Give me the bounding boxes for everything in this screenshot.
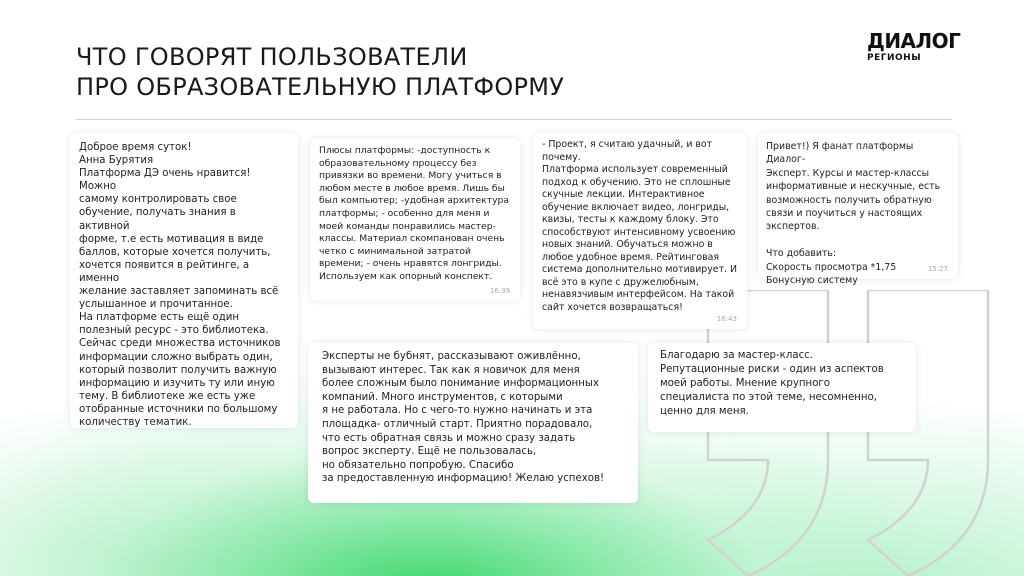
logo-sub-text: РЕГИОНЫ xyxy=(867,53,922,63)
review-card-2 xyxy=(310,138,520,301)
review-card-4 xyxy=(758,133,958,287)
review-card-3 xyxy=(533,133,747,329)
slide-title-line-2: ПРО ОБРАЗОВАТЕЛЬНУЮ ПЛАТФОРМУ xyxy=(76,73,565,101)
dialog-logo xyxy=(867,30,959,64)
review-text-1: Доброе время суток! Анна Бурятия Платформа ДЭ очень нравится! Можно самому контролировать свое обучение, получать знания в активной форме, т.е есть мотивация в виде баллов, которые хочется получить, хочется появится в рейтинге, а именно желание заставляет запоминать всё услышанное и прочитанное. На платформе есть ещё один полезный ресурс - это библиотека. Сейчас среди множества источников информации сложно выбрать один, который позволит получить важную информацию и изучить ту или иную тему. В библиотеке же есть уже отобранные источники по большому количеству тематик. xyxy=(79,142,281,428)
review-timestamp-2: 16:39 xyxy=(489,287,510,295)
review-text-3: - Проект, я считаю удачный, и вот почему. Платформа использует современный подход к обучению. Это не сплошные скучные лекции. Интерактивное обучение включает видео, лонгриды, квизы, тесты к каждому блоку. Это способствуют интенсивному усвоению новых знаний. Обучаться можно в любое удобное время. Рейтинговая система дополнительно мотивирует. И всё это в купе с дружелюбным, ненавязчивым интерфейсом. На такой сайт хочется возвращаться! xyxy=(542,139,737,313)
header-divider xyxy=(76,119,952,120)
review-card-5 xyxy=(308,343,638,503)
review-text-6: Благодарю за мастер-класс. Репутационные риски - один из аспектов моей работы. Мнение крупного специалиста по этой теме, несомненно, ценно для меня. xyxy=(660,350,884,417)
slide-title-line-1: ЧТО ГОВОРЯТ ПОЛЬЗОВАТЕЛИ xyxy=(76,43,468,71)
review-timestamp-4: 15:27 xyxy=(927,265,948,273)
review-card-6 xyxy=(648,343,916,432)
review-card-1 xyxy=(70,133,298,428)
quote-marks-icon xyxy=(690,290,1020,576)
review-text-4: Привет!) Я фанат платформы Диалог- Эксперт. Курсы и мастер-классы информативные и нескучные, есть возможность получить обратную связи и поучиться у настоящих экспертов. Что добавить: Скорость просмотра *1,75 Бонусную систему xyxy=(766,141,941,287)
logo-main-text: ДИАЛОГ xyxy=(867,29,961,53)
slide-title xyxy=(76,42,564,102)
review-text-5: Эксперты не бубнят, рассказывают оживлённо, вызывают интерес. Так как я новичок для меня более сложным было понимание информационных компаний. Много инструментов, с которыми я не работала. Но с чего-то нужно начинать и эта площадка- отличный старт. Приятно порадовало, что есть обратная связь и можно сразу задать вопрос эксперту. Ещё не пользовалась, но обязательно попробую. Спасибо за предоставленную информацию! Желаю успехов! xyxy=(322,351,605,485)
review-text-2: Плюсы платформы: -доступность к образовательному процессу без привязки во времени. Могу учиться в любом месте в любое время. Лишь бы был компьютер; -удобная архитектура платформы; - особенно для меня и моей команды понравились мастер- классы. Материал скомпанован очень четко с минимальной затратой времени; - очень нравятся лонгриды. Используем как опорный конспект. xyxy=(319,145,509,282)
review-timestamp-3: 16:43 xyxy=(716,315,737,323)
